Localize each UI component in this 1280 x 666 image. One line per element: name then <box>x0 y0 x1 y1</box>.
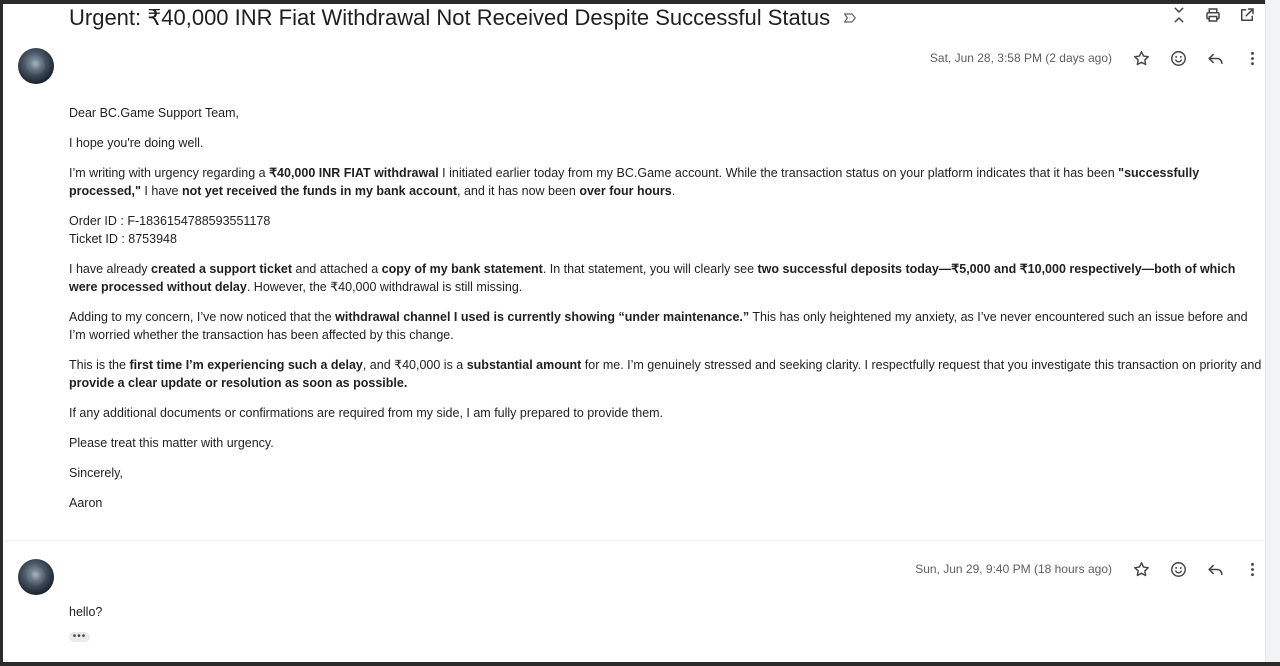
label-outline-icon[interactable] <box>842 10 858 26</box>
window-frame-bottom <box>0 662 1280 666</box>
emoji-reaction-icon[interactable] <box>1169 49 1188 68</box>
paragraph-hope: I hope you're doing well. <box>69 136 204 150</box>
thread-actions <box>1170 6 1256 24</box>
more-vert-icon[interactable] <box>1243 560 1262 579</box>
message-date: Sat, Jun 28, 3:58 PM (2 days ago) <box>929 51 1112 65</box>
reply-icon[interactable] <box>1206 49 1225 68</box>
paragraph-4: This is the first time I’m experiencing such a delay, and ₹40,000 is a substantial amount for me. I’m genuinely stressed and seeking clarity. I respectfully request that you investigate this transaction on priority and provide a clear update or resolution as soon as possible. <box>69 358 1262 390</box>
message-meta <box>930 48 1266 68</box>
reply-icon[interactable] <box>1206 560 1225 579</box>
paragraph-2: I have already created a support ticket and attached a copy of my bank statement. In that statement, you will clearly see two successful deposits today—₹5,000 and ₹10,000 respectively—both of which were processed without delay. However, the ₹40,000 withdrawal is still missing. <box>69 262 1236 294</box>
paragraph-6: Please treat this matter with urgency. <box>69 436 274 450</box>
scrollbar-track[interactable] <box>1265 0 1280 666</box>
emoji-reaction-icon[interactable] <box>1169 560 1188 579</box>
message-text: hello? <box>69 605 103 619</box>
email-subject: Urgent: ₹40,000 INR Fiat Withdrawal Not Received Despite Successful Status <box>69 5 831 30</box>
ellipsis-icon: ••• <box>72 631 87 642</box>
order-id: Order ID : F-1836154788593551178 <box>69 214 271 228</box>
greeting: Dear BC.Game Support Team, <box>69 106 239 120</box>
more-vert-icon[interactable] <box>1243 49 1262 68</box>
subject-row <box>69 4 858 32</box>
paragraph-5: If any additional documents or confirmations are required from my side, I am fully prepared to provide them. <box>69 406 664 420</box>
sender-avatar[interactable] <box>18 559 54 595</box>
paragraph-3: Adding to my concern, I’ve now noticed that the withdrawal channel I used is currently showing “under maintenance.” This has only heightened my anxiety, as I’ve never encountered such an issue before and I’m worried whether the transaction has been affected by this change. <box>69 310 1248 342</box>
print-icon[interactable] <box>1204 6 1222 24</box>
message-meta <box>915 559 1266 579</box>
message-body <box>69 603 1264 621</box>
signature: Aaron <box>69 496 103 510</box>
message-divider <box>4 540 1266 541</box>
sender-avatar[interactable] <box>18 48 54 84</box>
star-icon[interactable] <box>1132 560 1151 579</box>
ticket-id: Ticket ID : 8753948 <box>69 232 177 246</box>
show-trimmed-content-button[interactable] <box>69 632 90 642</box>
open-in-new-window-icon[interactable] <box>1238 6 1256 24</box>
star-icon[interactable] <box>1132 49 1151 68</box>
collapse-all-icon[interactable] <box>1170 6 1188 24</box>
paragraph-1: I’m writing with urgency regarding a ₹40,000 INR FIAT withdrawal I initiated earlier today from my BC.Game account. While the transaction status on your platform indicates that it has been "successfully processed," I have not yet received the funds in my bank account, and it has now been over four hours. <box>69 166 1200 198</box>
window-frame-left <box>0 0 3 666</box>
message-date: Sun, Jun 29, 9:40 PM (18 hours ago) <box>915 562 1112 576</box>
closing: Sincerely, <box>69 466 123 480</box>
